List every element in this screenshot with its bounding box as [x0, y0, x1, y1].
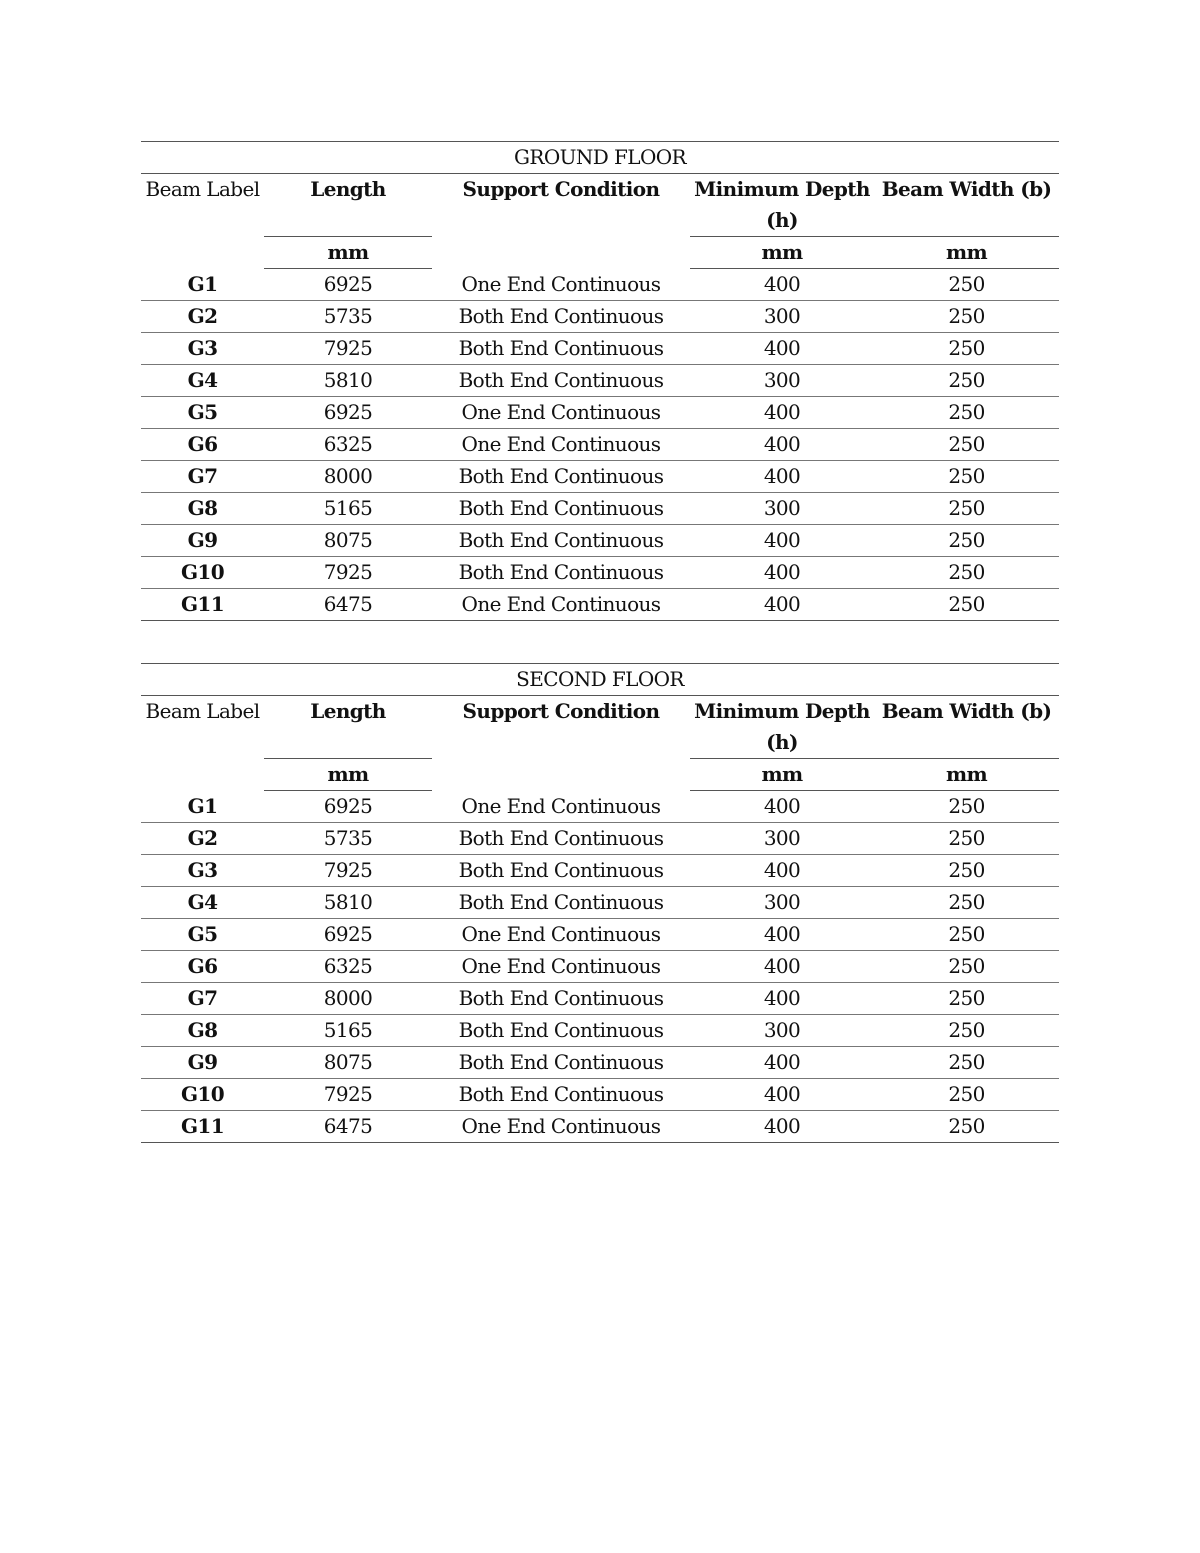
cell-beam-width: 250: [874, 461, 1059, 493]
cell-minimum-depth: 400: [690, 397, 874, 429]
table-row: [141, 951, 1059, 983]
cell-beam-label: G2: [141, 823, 264, 855]
cell-beam-label: G11: [141, 1111, 264, 1143]
cell-beam-label: G2: [141, 301, 264, 333]
cell-beam-width: 250: [874, 951, 1059, 983]
cell-minimum-depth: 400: [690, 1079, 874, 1111]
cell-beam-label: G5: [141, 397, 264, 429]
cell-support-condition: One End Continuous: [432, 951, 690, 983]
table-row: [141, 855, 1059, 887]
table-title: GROUND FLOOR: [141, 142, 1059, 174]
cell-minimum-depth: 400: [690, 269, 874, 301]
table-row: [141, 493, 1059, 525]
table-row: [141, 269, 1059, 301]
cell-support-condition: Both End Continuous: [432, 333, 690, 365]
table-row: [141, 365, 1059, 397]
header-support-condition: Support Condition: [462, 699, 660, 723]
cell-beam-label: G1: [141, 269, 264, 301]
table-row: [141, 887, 1059, 919]
table-title-row: [141, 142, 1059, 174]
table-row: [141, 397, 1059, 429]
cell-beam-label: G8: [141, 493, 264, 525]
cell-beam-width: 250: [874, 983, 1059, 1015]
header-length: Length: [264, 696, 432, 759]
cell-support-condition: One End Continuous: [432, 269, 690, 301]
cell-length: 8075: [264, 525, 432, 557]
cell-support-condition: Both End Continuous: [432, 301, 690, 333]
cell-minimum-depth: 400: [690, 1047, 874, 1079]
second-floor-table: [141, 663, 1059, 1143]
table-row: [141, 1079, 1059, 1111]
unit-beam-width: mm: [874, 759, 1059, 791]
table-row: [141, 791, 1059, 823]
cell-length: 6325: [264, 429, 432, 461]
cell-minimum-depth: 300: [690, 887, 874, 919]
cell-length: 8000: [264, 983, 432, 1015]
cell-length: 8075: [264, 1047, 432, 1079]
cell-length: 5810: [264, 887, 432, 919]
cell-beam-label: G3: [141, 855, 264, 887]
table-row: [141, 983, 1059, 1015]
cell-support-condition: Both End Continuous: [432, 887, 690, 919]
cell-support-condition: Both End Continuous: [432, 983, 690, 1015]
cell-length: 6325: [264, 951, 432, 983]
cell-length: 5735: [264, 301, 432, 333]
cell-length: 5735: [264, 823, 432, 855]
cell-length: 6925: [264, 397, 432, 429]
table-row: [141, 525, 1059, 557]
cell-support-condition: One End Continuous: [432, 1111, 690, 1143]
header-minimum-depth: Minimum Depth (h): [690, 696, 874, 759]
cell-beam-width: 250: [874, 1015, 1059, 1047]
header-support-condition: Support Condition: [462, 177, 660, 201]
ground-floor-table: [141, 141, 1059, 621]
cell-length: 5165: [264, 493, 432, 525]
cell-beam-label: G11: [141, 589, 264, 621]
cell-minimum-depth: 400: [690, 429, 874, 461]
cell-minimum-depth: 400: [690, 525, 874, 557]
header-beam-width: Beam Width (b): [874, 174, 1059, 237]
cell-minimum-depth: 400: [690, 1111, 874, 1143]
table-title-row: [141, 664, 1059, 696]
cell-minimum-depth: 300: [690, 823, 874, 855]
table-row: [141, 429, 1059, 461]
table-header-row: [141, 174, 1059, 237]
cell-length: 6925: [264, 919, 432, 951]
cell-support-condition: Both End Continuous: [432, 365, 690, 397]
cell-beam-width: 250: [874, 301, 1059, 333]
cell-minimum-depth: 300: [690, 301, 874, 333]
header-beam-width: Beam Width (b): [874, 696, 1059, 759]
cell-length: 6925: [264, 269, 432, 301]
cell-beam-width: 250: [874, 589, 1059, 621]
cell-beam-label: G6: [141, 951, 264, 983]
cell-beam-label: G7: [141, 461, 264, 493]
cell-beam-width: 250: [874, 919, 1059, 951]
cell-support-condition: Both End Continuous: [432, 855, 690, 887]
cell-beam-width: 250: [874, 557, 1059, 589]
cell-beam-label: G4: [141, 887, 264, 919]
cell-beam-label: G4: [141, 365, 264, 397]
cell-support-condition: Both End Continuous: [432, 493, 690, 525]
cell-beam-label: G9: [141, 525, 264, 557]
cell-beam-width: 250: [874, 887, 1059, 919]
cell-length: 7925: [264, 1079, 432, 1111]
table-row: [141, 333, 1059, 365]
cell-support-condition: Both End Continuous: [432, 1015, 690, 1047]
cell-beam-width: 250: [874, 1079, 1059, 1111]
cell-beam-width: 250: [874, 855, 1059, 887]
cell-beam-label: G9: [141, 1047, 264, 1079]
cell-support-condition: Both End Continuous: [432, 1079, 690, 1111]
cell-beam-label: G5: [141, 919, 264, 951]
cell-beam-width: 250: [874, 269, 1059, 301]
table-row: [141, 919, 1059, 951]
cell-length: 6475: [264, 589, 432, 621]
table-row: [141, 1111, 1059, 1143]
table-row: [141, 461, 1059, 493]
cell-support-condition: One End Continuous: [432, 791, 690, 823]
second-floor-table-body: [141, 664, 1059, 1143]
cell-beam-width: 250: [874, 397, 1059, 429]
cell-beam-width: 250: [874, 365, 1059, 397]
cell-length: 6475: [264, 1111, 432, 1143]
cell-beam-width: 250: [874, 333, 1059, 365]
header-beam-label: Beam Label: [145, 699, 260, 723]
cell-beam-width: 250: [874, 823, 1059, 855]
unit-minimum-depth: mm: [690, 759, 874, 791]
cell-length: 7925: [264, 333, 432, 365]
cell-length: 7925: [264, 557, 432, 589]
cell-minimum-depth: 400: [690, 589, 874, 621]
cell-minimum-depth: 400: [690, 557, 874, 589]
cell-beam-label: G10: [141, 557, 264, 589]
cell-minimum-depth: 400: [690, 461, 874, 493]
table-row: [141, 1047, 1059, 1079]
cell-support-condition: Both End Continuous: [432, 525, 690, 557]
cell-length: 5165: [264, 1015, 432, 1047]
cell-length: 8000: [264, 461, 432, 493]
cell-beam-label: G8: [141, 1015, 264, 1047]
header-beam-label: Beam Label: [145, 177, 260, 201]
cell-support-condition: One End Continuous: [432, 919, 690, 951]
cell-beam-label: G1: [141, 791, 264, 823]
cell-minimum-depth: 300: [690, 1015, 874, 1047]
cell-length: 6925: [264, 791, 432, 823]
header-length: Length: [264, 174, 432, 237]
table-row: [141, 301, 1059, 333]
table-row: [141, 1015, 1059, 1047]
table-title: SECOND FLOOR: [141, 664, 1059, 696]
cell-minimum-depth: 400: [690, 333, 874, 365]
ground-floor-table-body: [141, 142, 1059, 621]
cell-support-condition: Both End Continuous: [432, 823, 690, 855]
cell-beam-width: 250: [874, 525, 1059, 557]
cell-beam-width: 250: [874, 1047, 1059, 1079]
unit-length: mm: [264, 237, 432, 269]
cell-support-condition: One End Continuous: [432, 397, 690, 429]
cell-minimum-depth: 400: [690, 951, 874, 983]
header-minimum-depth: Minimum Depth (h): [690, 174, 874, 237]
cell-minimum-depth: 400: [690, 919, 874, 951]
cell-support-condition: One End Continuous: [432, 589, 690, 621]
cell-minimum-depth: 400: [690, 855, 874, 887]
cell-minimum-depth: 300: [690, 365, 874, 397]
cell-minimum-depth: 400: [690, 791, 874, 823]
cell-beam-label: G10: [141, 1079, 264, 1111]
cell-support-condition: Both End Continuous: [432, 557, 690, 589]
cell-beam-width: 250: [874, 429, 1059, 461]
cell-beam-width: 250: [874, 791, 1059, 823]
cell-length: 7925: [264, 855, 432, 887]
cell-beam-label: G7: [141, 983, 264, 1015]
cell-length: 5810: [264, 365, 432, 397]
table-row: [141, 823, 1059, 855]
table-row: [141, 557, 1059, 589]
table-row: [141, 589, 1059, 621]
unit-length: mm: [264, 759, 432, 791]
cell-support-condition: One End Continuous: [432, 429, 690, 461]
cell-support-condition: Both End Continuous: [432, 461, 690, 493]
cell-beam-width: 250: [874, 493, 1059, 525]
table-header-row: [141, 696, 1059, 759]
cell-beam-label: G3: [141, 333, 264, 365]
cell-minimum-depth: 300: [690, 493, 874, 525]
cell-support-condition: Both End Continuous: [432, 1047, 690, 1079]
cell-minimum-depth: 400: [690, 983, 874, 1015]
unit-beam-width: mm: [874, 237, 1059, 269]
cell-beam-label: G6: [141, 429, 264, 461]
unit-minimum-depth: mm: [690, 237, 874, 269]
cell-beam-width: 250: [874, 1111, 1059, 1143]
